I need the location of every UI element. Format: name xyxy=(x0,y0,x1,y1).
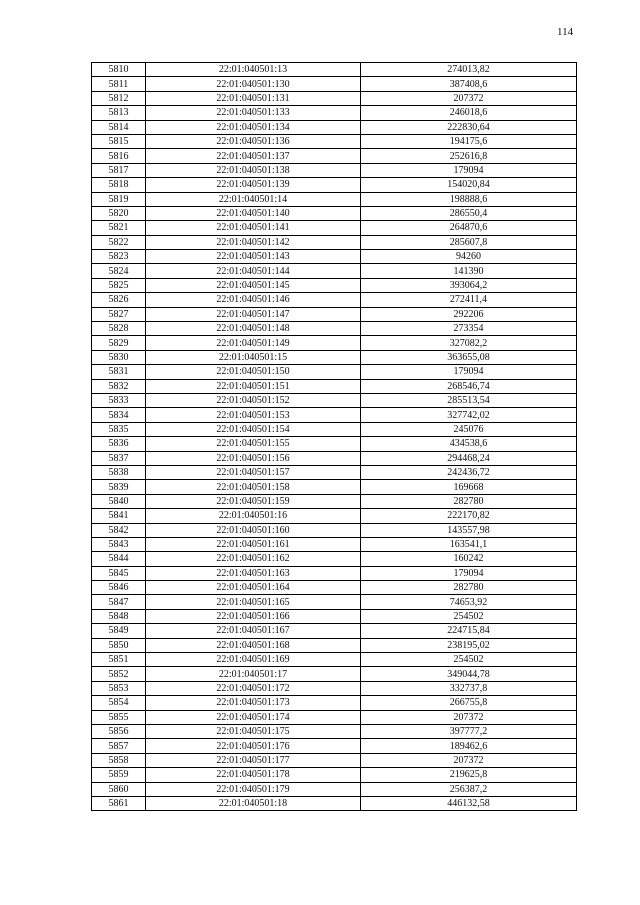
cadastral-number-cell: 22:01:040501:130 xyxy=(146,77,361,91)
value-cell: 219625,8 xyxy=(361,768,577,782)
table-row xyxy=(92,724,577,738)
value-cell: 332737,8 xyxy=(361,681,577,695)
table-row xyxy=(92,134,577,148)
value-cell: 254502 xyxy=(361,653,577,667)
row-number-cell: 5816 xyxy=(92,149,146,163)
row-number-cell: 5814 xyxy=(92,120,146,134)
value-cell: 207372 xyxy=(361,91,577,105)
value-cell: 434538,6 xyxy=(361,437,577,451)
value-cell: 179094 xyxy=(361,163,577,177)
value-cell: 245076 xyxy=(361,422,577,436)
table-row xyxy=(92,509,577,523)
cadastral-number-cell: 22:01:040501:151 xyxy=(146,379,361,393)
row-number-cell: 5812 xyxy=(92,91,146,105)
table-row xyxy=(92,581,577,595)
row-number-cell: 5844 xyxy=(92,552,146,566)
table-row xyxy=(92,350,577,364)
row-number-cell: 5815 xyxy=(92,134,146,148)
row-number-cell: 5827 xyxy=(92,307,146,321)
cadastral-number-cell: 22:01:040501:157 xyxy=(146,465,361,479)
cadastral-number-cell: 22:01:040501:167 xyxy=(146,624,361,638)
table-row xyxy=(92,322,577,336)
table-row xyxy=(92,624,577,638)
cadastral-number-cell: 22:01:040501:159 xyxy=(146,494,361,508)
row-number-cell: 5810 xyxy=(92,63,146,77)
table-row xyxy=(92,393,577,407)
table-row xyxy=(92,178,577,192)
table-row xyxy=(92,408,577,422)
row-number-cell: 5852 xyxy=(92,667,146,681)
table-row xyxy=(92,365,577,379)
row-number-cell: 5838 xyxy=(92,465,146,479)
row-number-cell: 5855 xyxy=(92,710,146,724)
cadastral-number-cell: 22:01:040501:156 xyxy=(146,451,361,465)
cadastral-number-cell: 22:01:040501:163 xyxy=(146,566,361,580)
row-number-cell: 5853 xyxy=(92,681,146,695)
value-cell: 446132,58 xyxy=(361,796,577,810)
row-number-cell: 5835 xyxy=(92,422,146,436)
cadastral-number-cell: 22:01:040501:13 xyxy=(146,63,361,77)
cadastral-number-cell: 22:01:040501:169 xyxy=(146,653,361,667)
row-number-cell: 5843 xyxy=(92,537,146,551)
cadastral-number-cell: 22:01:040501:138 xyxy=(146,163,361,177)
row-number-cell: 5836 xyxy=(92,437,146,451)
value-cell: 286550,4 xyxy=(361,206,577,220)
table-row xyxy=(92,77,577,91)
table-row xyxy=(92,696,577,710)
value-cell: 285607,8 xyxy=(361,235,577,249)
row-number-cell: 5854 xyxy=(92,696,146,710)
table-row xyxy=(92,782,577,796)
cadastral-number-cell: 22:01:040501:158 xyxy=(146,480,361,494)
table-row xyxy=(92,221,577,235)
row-number-cell: 5821 xyxy=(92,221,146,235)
table-row xyxy=(92,278,577,292)
cadastral-number-cell: 22:01:040501:18 xyxy=(146,796,361,810)
row-number-cell: 5818 xyxy=(92,178,146,192)
row-number-cell: 5837 xyxy=(92,451,146,465)
cadastral-number-cell: 22:01:040501:131 xyxy=(146,91,361,105)
table-row xyxy=(92,638,577,652)
cadastral-number-cell: 22:01:040501:165 xyxy=(146,595,361,609)
row-number-cell: 5857 xyxy=(92,739,146,753)
table-body xyxy=(92,63,577,811)
value-cell: 393064,2 xyxy=(361,278,577,292)
cadastral-number-cell: 22:01:040501:164 xyxy=(146,581,361,595)
table-row xyxy=(92,653,577,667)
table-row xyxy=(92,250,577,264)
row-number-cell: 5824 xyxy=(92,264,146,278)
value-cell: 274013,82 xyxy=(361,63,577,77)
cadastral-number-cell: 22:01:040501:14 xyxy=(146,192,361,206)
value-cell: 397777,2 xyxy=(361,724,577,738)
table-row xyxy=(92,422,577,436)
value-cell: 189462,6 xyxy=(361,739,577,753)
table-row xyxy=(92,336,577,350)
value-cell: 163541,1 xyxy=(361,537,577,551)
cadastral-number-cell: 22:01:040501:144 xyxy=(146,264,361,278)
table-row xyxy=(92,566,577,580)
page-number: 114 xyxy=(557,26,574,38)
row-number-cell: 5860 xyxy=(92,782,146,796)
cadastral-number-cell: 22:01:040501:147 xyxy=(146,307,361,321)
cadastral-number-cell: 22:01:040501:17 xyxy=(146,667,361,681)
row-number-cell: 5834 xyxy=(92,408,146,422)
row-number-cell: 5856 xyxy=(92,724,146,738)
row-number-cell: 5845 xyxy=(92,566,146,580)
row-number-cell: 5859 xyxy=(92,768,146,782)
cadastral-number-cell: 22:01:040501:140 xyxy=(146,206,361,220)
value-cell: 74653,92 xyxy=(361,595,577,609)
cadastral-number-cell: 22:01:040501:139 xyxy=(146,178,361,192)
value-cell: 222830,64 xyxy=(361,120,577,134)
value-cell: 154020,84 xyxy=(361,178,577,192)
cadastral-number-cell: 22:01:040501:154 xyxy=(146,422,361,436)
row-number-cell: 5828 xyxy=(92,322,146,336)
row-number-cell: 5861 xyxy=(92,796,146,810)
table-row xyxy=(92,609,577,623)
row-number-cell: 5822 xyxy=(92,235,146,249)
cadastral-number-cell: 22:01:040501:15 xyxy=(146,350,361,364)
row-number-cell: 5846 xyxy=(92,581,146,595)
value-cell: 268546,74 xyxy=(361,379,577,393)
table-row xyxy=(92,753,577,767)
cadastral-number-cell: 22:01:040501:134 xyxy=(146,120,361,134)
table-row xyxy=(92,163,577,177)
cadastral-number-cell: 22:01:040501:176 xyxy=(146,739,361,753)
table-row xyxy=(92,768,577,782)
value-cell: 273354 xyxy=(361,322,577,336)
table-row xyxy=(92,480,577,494)
row-number-cell: 5850 xyxy=(92,638,146,652)
value-cell: 194175,6 xyxy=(361,134,577,148)
row-number-cell: 5848 xyxy=(92,609,146,623)
table-row xyxy=(92,106,577,120)
value-cell: 264870,6 xyxy=(361,221,577,235)
cadastral-number-cell: 22:01:040501:142 xyxy=(146,235,361,249)
row-number-cell: 5847 xyxy=(92,595,146,609)
table-row xyxy=(92,595,577,609)
table-row xyxy=(92,307,577,321)
row-number-cell: 5849 xyxy=(92,624,146,638)
cadastral-number-cell: 22:01:040501:150 xyxy=(146,365,361,379)
row-number-cell: 5819 xyxy=(92,192,146,206)
value-cell: 327742,02 xyxy=(361,408,577,422)
value-cell: 349044,78 xyxy=(361,667,577,681)
value-cell: 198888,6 xyxy=(361,192,577,206)
value-cell: 242436,72 xyxy=(361,465,577,479)
table-row xyxy=(92,437,577,451)
cadastral-number-cell: 22:01:040501:141 xyxy=(146,221,361,235)
table-row xyxy=(92,293,577,307)
cadastral-number-cell: 22:01:040501:178 xyxy=(146,768,361,782)
value-cell: 179094 xyxy=(361,365,577,379)
table-row xyxy=(92,494,577,508)
cadastral-number-cell: 22:01:040501:146 xyxy=(146,293,361,307)
row-number-cell: 5811 xyxy=(92,77,146,91)
value-cell: 292206 xyxy=(361,307,577,321)
cadastral-number-cell: 22:01:040501:145 xyxy=(146,278,361,292)
cadastral-number-cell: 22:01:040501:166 xyxy=(146,609,361,623)
value-cell: 179094 xyxy=(361,566,577,580)
row-number-cell: 5830 xyxy=(92,350,146,364)
row-number-cell: 5858 xyxy=(92,753,146,767)
cadastral-number-cell: 22:01:040501:137 xyxy=(146,149,361,163)
table-row xyxy=(92,206,577,220)
table-row xyxy=(92,379,577,393)
value-cell: 252616,8 xyxy=(361,149,577,163)
table-row xyxy=(92,796,577,810)
row-number-cell: 5829 xyxy=(92,336,146,350)
cadastral-number-cell: 22:01:040501:155 xyxy=(146,437,361,451)
value-cell: 282780 xyxy=(361,581,577,595)
value-cell: 256387,2 xyxy=(361,782,577,796)
cadastral-number-cell: 22:01:040501:161 xyxy=(146,537,361,551)
table-row xyxy=(92,192,577,206)
cadastral-number-cell: 22:01:040501:136 xyxy=(146,134,361,148)
value-cell: 160242 xyxy=(361,552,577,566)
cadastral-number-cell: 22:01:040501:162 xyxy=(146,552,361,566)
row-number-cell: 5851 xyxy=(92,653,146,667)
value-cell: 141390 xyxy=(361,264,577,278)
cadastral-number-cell: 22:01:040501:160 xyxy=(146,523,361,537)
value-cell: 327082,2 xyxy=(361,336,577,350)
cadastral-number-cell: 22:01:040501:16 xyxy=(146,509,361,523)
table-row xyxy=(92,264,577,278)
row-number-cell: 5825 xyxy=(92,278,146,292)
value-cell: 143557,98 xyxy=(361,523,577,537)
value-cell: 285513,54 xyxy=(361,393,577,407)
value-cell: 224715,84 xyxy=(361,624,577,638)
row-number-cell: 5813 xyxy=(92,106,146,120)
row-number-cell: 5842 xyxy=(92,523,146,537)
value-cell: 282780 xyxy=(361,494,577,508)
row-number-cell: 5820 xyxy=(92,206,146,220)
table-row xyxy=(92,523,577,537)
value-cell: 94260 xyxy=(361,250,577,264)
table-row xyxy=(92,451,577,465)
value-cell: 266755,8 xyxy=(361,696,577,710)
value-cell: 169668 xyxy=(361,480,577,494)
row-number-cell: 5817 xyxy=(92,163,146,177)
table-row xyxy=(92,681,577,695)
table-row xyxy=(92,235,577,249)
row-number-cell: 5826 xyxy=(92,293,146,307)
cadastral-number-cell: 22:01:040501:175 xyxy=(146,724,361,738)
value-cell: 238195,02 xyxy=(361,638,577,652)
cadastral-number-cell: 22:01:040501:179 xyxy=(146,782,361,796)
value-cell: 387408,6 xyxy=(361,77,577,91)
value-cell: 222170,82 xyxy=(361,509,577,523)
cadastral-number-cell: 22:01:040501:152 xyxy=(146,393,361,407)
cadastral-number-cell: 22:01:040501:172 xyxy=(146,681,361,695)
row-number-cell: 5831 xyxy=(92,365,146,379)
table-row xyxy=(92,120,577,134)
row-number-cell: 5839 xyxy=(92,480,146,494)
cadastral-number-cell: 22:01:040501:177 xyxy=(146,753,361,767)
value-cell: 246018,6 xyxy=(361,106,577,120)
cadastral-number-cell: 22:01:040501:133 xyxy=(146,106,361,120)
cadastral-number-cell: 22:01:040501:174 xyxy=(146,710,361,724)
cadastral-number-cell: 22:01:040501:149 xyxy=(146,336,361,350)
cadastral-number-cell: 22:01:040501:168 xyxy=(146,638,361,652)
value-cell: 294468,24 xyxy=(361,451,577,465)
row-number-cell: 5832 xyxy=(92,379,146,393)
row-number-cell: 5841 xyxy=(92,509,146,523)
row-number-cell: 5840 xyxy=(92,494,146,508)
cadastral-number-cell: 22:01:040501:148 xyxy=(146,322,361,336)
value-cell: 207372 xyxy=(361,710,577,724)
table-row xyxy=(92,710,577,724)
value-cell: 207372 xyxy=(361,753,577,767)
table-row xyxy=(92,552,577,566)
cadastral-number-cell: 22:01:040501:173 xyxy=(146,696,361,710)
table-row xyxy=(92,537,577,551)
row-number-cell: 5823 xyxy=(92,250,146,264)
table-row xyxy=(92,63,577,77)
table-row xyxy=(92,91,577,105)
table-row xyxy=(92,667,577,681)
table-row xyxy=(92,465,577,479)
value-cell: 272411,4 xyxy=(361,293,577,307)
cadastral-value-table xyxy=(91,62,577,811)
table-row xyxy=(92,739,577,753)
value-cell: 363655,08 xyxy=(361,350,577,364)
cadastral-number-cell: 22:01:040501:143 xyxy=(146,250,361,264)
row-number-cell: 5833 xyxy=(92,393,146,407)
value-cell: 254502 xyxy=(361,609,577,623)
cadastral-number-cell: 22:01:040501:153 xyxy=(146,408,361,422)
table-row xyxy=(92,149,577,163)
